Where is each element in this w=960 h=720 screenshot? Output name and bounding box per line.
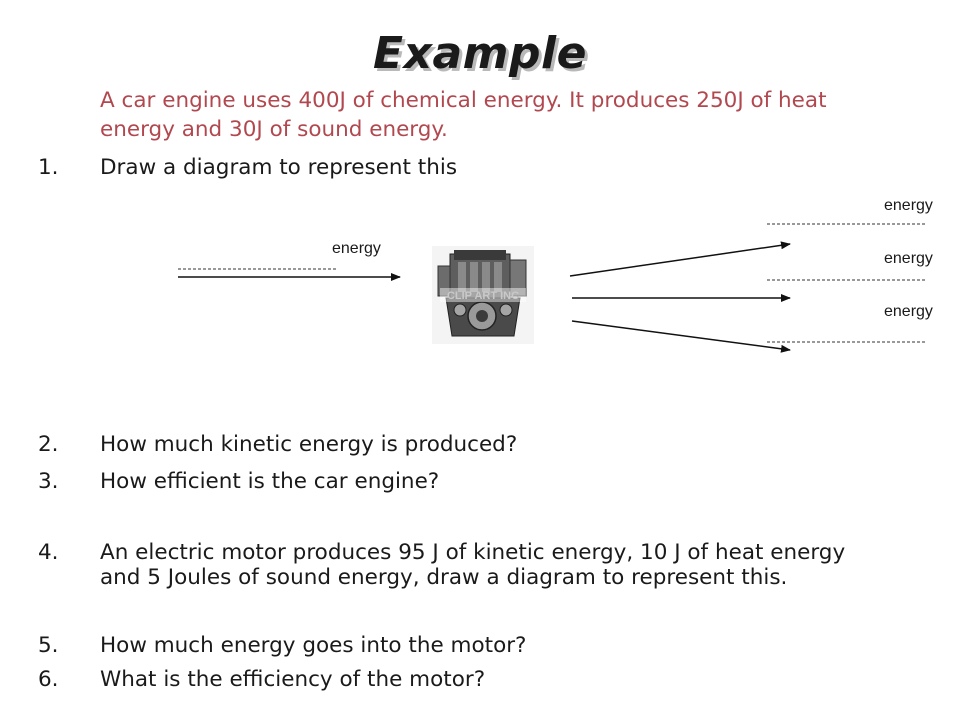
question-text: How much energy goes into the motor?	[100, 633, 527, 658]
question-text: An electric motor produces 95 J of kinetic energy, 10 J of heat energy and 5 Joules of sound energy, draw a diagram to represent this.	[100, 540, 846, 590]
question-number: 5.	[38, 633, 59, 658]
output-energy-label-2: energy	[884, 250, 933, 267]
question-text: What is the efficiency of the motor?	[100, 667, 486, 692]
input-energy-label: energy	[332, 240, 381, 257]
problem-statement: A car engine uses 400J of chemical energy. It produces 250J of heat energy and 30J of sound energy.	[100, 88, 827, 142]
question-number: 2.	[38, 432, 59, 457]
question-text: How much kinetic energy is produced?	[100, 432, 518, 457]
question-text: How efficient is the car engine?	[100, 469, 440, 494]
output-arrow-top	[570, 244, 790, 276]
car-engine-image	[432, 246, 534, 344]
question-number: 1.	[38, 155, 59, 180]
question-number: 6.	[38, 667, 59, 692]
question-number: 4.	[38, 540, 59, 565]
question-number: 3.	[38, 469, 59, 494]
slide-title: Example	[373, 28, 587, 79]
clipart-watermark: CLIP ART INC	[446, 290, 520, 302]
output-arrow-bottom	[572, 321, 790, 350]
question-text: Draw a diagram to represent this	[100, 155, 458, 180]
output-energy-label-1: energy	[884, 197, 933, 214]
output-energy-label-3: energy	[884, 303, 933, 320]
